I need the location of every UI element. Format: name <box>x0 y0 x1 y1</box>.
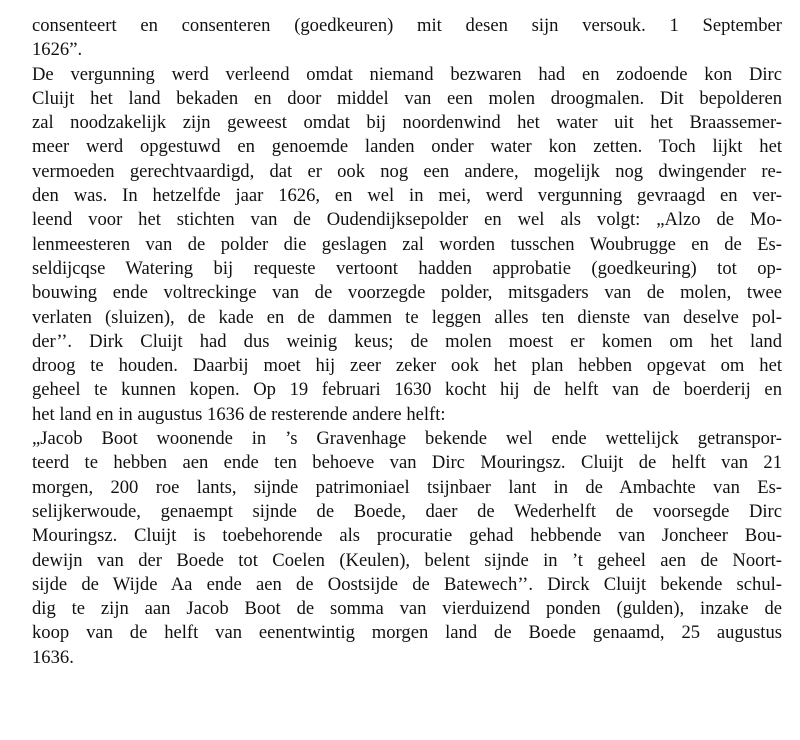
text-line: Cluijt het land bekaden en door middel van een molen droogmalen. Dit bepolderen <box>32 87 782 109</box>
text-line: koop van de helft van eenentwintig morgen land de Boede genaamd, 25 augustus <box>32 622 782 644</box>
text-line: „Jacob Boot woonende in ’s Gravenhage bekende wel ende wettelijck getranspor- <box>32 428 782 450</box>
text-line: sijde de Wijde Aa ende aen de Oostsijde de Batewech’’. Dirck Cluijt bekende schul- <box>32 573 782 595</box>
text-line: het land en in augustus 1636 de resterende andere helft: <box>32 403 446 425</box>
text-line: der’’. Dirk Cluijt had dus weinig keus; de molen moest er komen om het land <box>32 330 782 352</box>
text-line: selijkerwoude, genaempt sijnde de Boede, daer de Wederhelft de voorsegde Dirc <box>32 500 782 522</box>
text-line: dig te zijn aan Jacob Boot de somma van vierduizend ponden (gulden), inzake de <box>32 598 782 620</box>
text-line: lenmeesteren van de polder die geslagen zal worden tusschen Woubrugge en de Es- <box>32 233 782 255</box>
text-line: geheel te kunnen kopen. Op 19 februari 1630 kocht hij de helft van de boerderij en <box>32 379 782 401</box>
text-line: 1626”. <box>32 39 83 61</box>
text-line: bouwing ende voltreckinge van de voorzegde polder, mitsgaders van de molen, twee <box>32 282 782 304</box>
text-line: leend voor het stichten van de Oudendijksepolder en wel als volgt: „Alzo de Mo- <box>32 209 782 231</box>
text-line: dewijn van der Boede tot Coelen (Keulen), belent sijnde in ’t geheel aen de Noort- <box>32 549 782 571</box>
text-line: meer werd opgestuwd en genoemde landen onder water kon zetten. Toch lijkt het <box>32 136 782 158</box>
text-line: 1636. <box>32 646 74 668</box>
text-line: seldijcqse Watering bij requeste vertoont hadden approbatie (goedkeuring) tot op- <box>32 257 782 279</box>
text-line: teerd te hebben aen ende ten behoeve van Dirc Mouringsz. Cluijt de helft van 21 <box>32 452 782 474</box>
text-line: zal noodzakelijk zijn geweest omdat bij noordenwind het water uit het Braassemer- <box>32 112 782 134</box>
text-line: droog te houden. Daarbij moet hij zeer zeker ook het plan hebben opgevat om het <box>32 355 782 377</box>
text-line: den was. In hetzelfde jaar 1626, en wel in mei, werd vergunning gevraagd en ver- <box>32 185 782 207</box>
text-line: De vergunning werd verleend omdat niemand bezwaren had en zodoende kon Dirc <box>32 63 782 85</box>
text-line: verlaten (sluizen), de kade en de dammen te leggen alles ten dienste van deselve pol- <box>32 306 782 328</box>
document-page <box>32 14 782 670</box>
text-line: consenteert en consenteren (goedkeuren) mit desen sijn versouk. 1 September <box>32 15 782 36</box>
text-line: vermoeden gerechtvaardigd, dat er ook nog een andere, mogelijk nog dwingender re- <box>32 160 782 182</box>
text-line: Mouringsz. Cluijt is toebehorende als procuratie gehad hebbende van Joncheer Bou- <box>32 525 782 547</box>
text-line: morgen, 200 roe lants, sijnde patrimoniael tsijnbaer lant in de Ambachte van Es- <box>32 476 782 498</box>
